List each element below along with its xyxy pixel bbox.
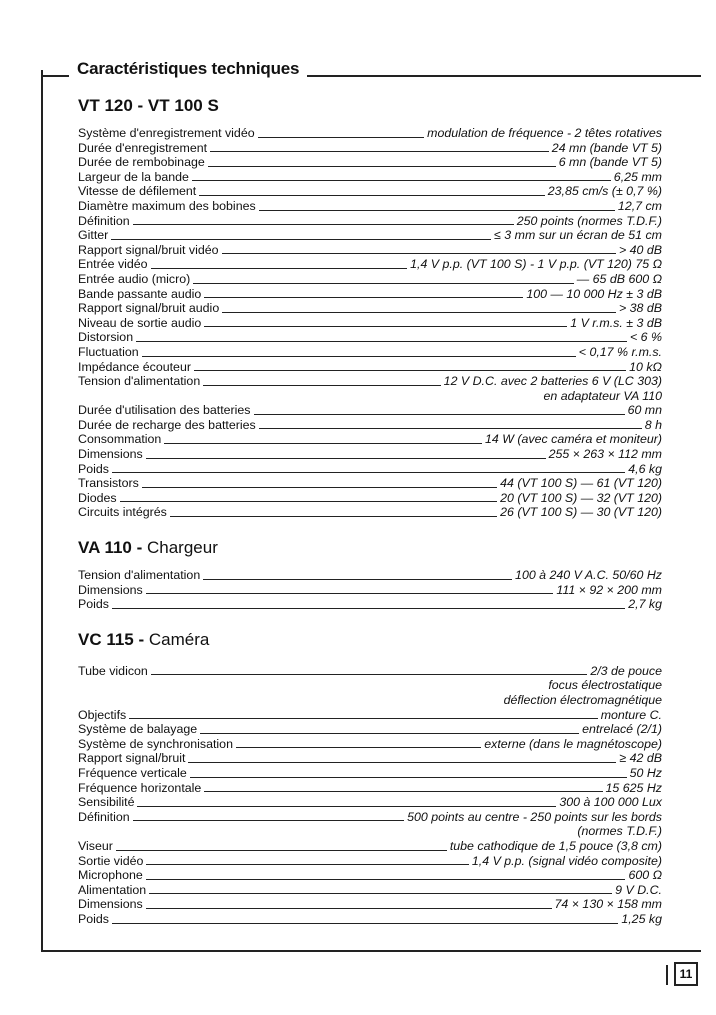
spec-label: Sensibilité xyxy=(78,795,135,810)
spec-value: > 40 dB xyxy=(618,242,662,257)
spec-value: — 65 dB 600 Ω xyxy=(576,271,662,286)
leader-line xyxy=(192,180,611,181)
leader-line xyxy=(146,458,546,459)
leader-line xyxy=(204,297,523,298)
spec-row xyxy=(78,781,662,796)
spec-value: 12 V D.C. avec 2 batteries 6 V (LC 303) xyxy=(443,374,662,389)
spec-value-continued: focus électrostatique xyxy=(548,678,662,693)
spec-value-continued: (normes T.D.F.) xyxy=(577,824,662,839)
spec-value: 50 Hz xyxy=(629,765,662,780)
spec-value: 250 points (normes T.D.F.) xyxy=(516,213,662,228)
spec-label: Largeur de la bande xyxy=(78,169,189,184)
spec-value: monture C. xyxy=(600,707,662,722)
spec-row xyxy=(78,810,662,825)
section-title-code: VC 115 - xyxy=(78,629,149,649)
leader-line xyxy=(142,356,576,357)
spec-label: Sortie vidéo xyxy=(78,853,144,868)
spec-label: Diamètre maximum des bobines xyxy=(78,198,256,213)
spec-value: 23,85 cm/s (± 0,7 %) xyxy=(547,184,662,199)
spec-value: 26 (VT 100 S) — 30 (VT 120) xyxy=(500,505,662,520)
spec-label: Poids xyxy=(78,911,109,926)
leader-line xyxy=(199,195,545,196)
spec-value: > 38 dB xyxy=(618,301,662,316)
spec-label: Fluctuation xyxy=(78,344,139,359)
leader-line xyxy=(203,579,512,580)
spec-row xyxy=(78,664,662,679)
spec-value: 1,25 kg xyxy=(621,911,662,926)
page-number: 11 xyxy=(674,962,698,986)
leader-line xyxy=(259,428,642,429)
spec-label: Entrée vidéo xyxy=(78,257,148,272)
spec-row xyxy=(78,597,662,612)
spec-value: 1 V r.m.s. ± 3 dB xyxy=(570,315,662,330)
spec-value: 255 × 263 × 112 mm xyxy=(548,447,662,462)
spec-label: Dimensions xyxy=(78,447,143,462)
spec-row xyxy=(78,330,662,345)
spec-row xyxy=(78,141,662,156)
spec-row xyxy=(78,737,662,752)
spec-row xyxy=(78,476,662,491)
spec-value: < 6 % xyxy=(629,330,662,345)
spec-value: ≥ 42 dB xyxy=(619,751,662,766)
spec-value: 60 mn xyxy=(627,403,662,418)
spec-label: Poids xyxy=(78,597,109,612)
leader-line xyxy=(120,501,498,502)
spec-label: Circuits intégrés xyxy=(78,505,167,520)
leader-line xyxy=(208,166,556,167)
leader-line xyxy=(210,151,549,152)
leader-line xyxy=(203,385,440,386)
spec-row xyxy=(78,243,662,258)
spec-value: 300 à 100 000 Lux xyxy=(559,795,662,810)
spec-label: Objectifs xyxy=(78,707,127,722)
leader-line xyxy=(170,516,497,517)
spec-row xyxy=(78,462,662,477)
spec-label: Alimentation xyxy=(78,882,147,897)
spec-value: 111 × 92 × 200 mm xyxy=(556,582,662,597)
spec-label: Poids xyxy=(78,461,109,476)
leader-line xyxy=(254,414,625,415)
spec-value: 500 points au centre - 250 points sur les bords xyxy=(407,809,662,824)
spec-row xyxy=(78,316,662,331)
spec-row xyxy=(78,854,662,869)
spec-value-continued: déflection électromagnétique xyxy=(503,693,662,707)
spec-row xyxy=(78,912,662,927)
spec-row xyxy=(78,708,662,723)
leader-line xyxy=(204,791,602,792)
spec-row xyxy=(78,583,662,598)
spec-value: 2/3 de pouce xyxy=(590,663,662,678)
spec-row xyxy=(78,491,662,506)
spec-label: Rapport signal/bruit audio xyxy=(78,301,220,316)
section-va110-chargeur xyxy=(78,534,662,612)
page-title: Caractéristiques techniques xyxy=(77,59,300,78)
spec-label: Transistors xyxy=(78,476,139,491)
section-title-code: VT 120 - VT 100 S xyxy=(78,96,219,115)
section-title-code: VA 110 - xyxy=(78,538,147,558)
leader-line xyxy=(112,608,625,609)
spec-label: Niveau de sortie audio xyxy=(78,315,202,330)
section-title xyxy=(78,626,662,654)
spec-label: Consommation xyxy=(78,432,162,447)
leader-line xyxy=(151,268,408,269)
spec-row xyxy=(78,568,662,583)
spec-value: 9 V D.C. xyxy=(615,882,662,897)
leader-line xyxy=(259,210,615,211)
spec-value-continued: en adaptateur VA 110 xyxy=(543,388,662,403)
spec-label: Définition xyxy=(78,809,130,824)
spec-label: Durée d'enregistrement xyxy=(78,140,208,155)
spec-row xyxy=(78,403,662,418)
spec-label: Système de balayage xyxy=(78,722,198,737)
spec-value: 14 W (avec caméra et moniteur) xyxy=(485,432,662,447)
spec-value: entrelacé (2/1) xyxy=(582,722,662,737)
spec-label: Gitter xyxy=(78,228,109,243)
spec-row xyxy=(78,170,662,185)
spec-row xyxy=(78,505,662,520)
spec-row xyxy=(78,795,662,810)
spec-row xyxy=(78,432,662,447)
spec-row xyxy=(78,126,662,141)
spec-row xyxy=(78,722,662,737)
spec-row xyxy=(78,228,662,243)
spec-label: Entrée audio (micro) xyxy=(78,271,191,286)
leader-line xyxy=(146,908,552,909)
leader-line xyxy=(142,487,497,488)
spec-label: Fréquence verticale xyxy=(78,765,187,780)
leader-line xyxy=(133,820,404,821)
spec-row xyxy=(78,751,662,766)
spec-label: Rapport signal/bruit xyxy=(78,751,186,766)
spec-row xyxy=(78,155,662,170)
spec-row xyxy=(78,199,662,214)
leader-line xyxy=(193,283,574,284)
leader-line xyxy=(151,674,588,675)
spec-label: Viseur xyxy=(78,838,113,853)
leader-line xyxy=(129,718,598,719)
leader-line xyxy=(112,923,618,924)
spec-label: Durée d'utilisation des batteries xyxy=(78,403,251,418)
spec-value: < 0,17 % r.m.s. xyxy=(578,344,662,359)
spec-label: Système d'enregistrement vidéo xyxy=(78,126,255,140)
leader-line xyxy=(116,850,447,851)
spec-value: 44 (VT 100 S) — 61 (VT 120) xyxy=(500,476,662,491)
leader-line xyxy=(204,326,567,327)
leader-line xyxy=(133,224,514,225)
spec-row xyxy=(78,214,662,229)
spec-label: Tube vidicon xyxy=(78,663,148,678)
leader-line xyxy=(136,341,627,342)
spec-label: Impédance écouteur xyxy=(78,359,191,374)
spec-label: Bande passante audio xyxy=(78,286,202,301)
spec-label: Distorsion xyxy=(78,330,134,345)
section-title-name: Chargeur xyxy=(146,538,218,558)
leader-line xyxy=(190,777,627,778)
spec-label: Durée de recharge des batteries xyxy=(78,417,256,432)
spec-value: 24 mn (bande VT 5) xyxy=(551,140,662,155)
spec-row xyxy=(78,345,662,360)
leader-line xyxy=(222,253,616,254)
spec-value: 8 h xyxy=(644,417,662,432)
spec-label: Microphone xyxy=(78,868,143,883)
spec-row xyxy=(78,883,662,898)
spec-row xyxy=(78,287,662,302)
spec-row xyxy=(78,257,662,272)
spec-value: 100 à 240 V A.C. 50/60 Hz xyxy=(515,568,662,583)
spec-value: 2,7 kg xyxy=(628,597,662,612)
spec-row xyxy=(78,184,662,199)
spec-row xyxy=(78,447,662,462)
leader-line xyxy=(194,370,626,371)
spec-value: 15 625 Hz xyxy=(605,780,662,795)
spec-value: 20 (VT 100 S) — 32 (VT 120) xyxy=(500,490,662,505)
leader-line xyxy=(137,806,556,807)
spec-label: Vitesse de défilement xyxy=(78,184,197,199)
spec-label: Tension d'alimentation xyxy=(78,374,201,389)
section-title-name: Caméra xyxy=(148,629,210,649)
spec-row xyxy=(78,897,662,912)
section-vt120-vt100s xyxy=(78,92,662,520)
spec-row xyxy=(78,868,662,883)
section-vc115-camera xyxy=(78,626,662,927)
spec-content xyxy=(78,88,662,927)
spec-value: tube cathodique de 1,5 pouce (3,8 cm) xyxy=(449,838,662,853)
section-title xyxy=(78,92,662,120)
leader-line xyxy=(200,733,579,734)
spec-value: 100 — 10 000 Hz ± 3 dB xyxy=(526,286,662,301)
spec-value: 6 mn (bande VT 5) xyxy=(558,155,662,170)
spec-value: 74 × 130 × 158 mm xyxy=(554,897,662,912)
spec-label: Définition xyxy=(78,213,130,228)
spec-value: 6,25 mm xyxy=(613,169,662,184)
spec-value: 1,4 V p.p. (signal vidéo composite) xyxy=(471,853,662,868)
leader-line xyxy=(112,472,625,473)
page-number-tick xyxy=(666,965,668,985)
leader-line xyxy=(164,443,482,444)
spec-value: 12,7 cm xyxy=(617,198,662,213)
leader-line xyxy=(111,239,491,240)
leader-line xyxy=(146,864,468,865)
spec-label: Tension d'alimentation xyxy=(78,568,201,583)
spec-value: 10 kΩ xyxy=(629,359,662,374)
spec-label: Système de synchronisation xyxy=(78,736,233,751)
leader-line xyxy=(258,137,425,138)
spec-value: ≤ 3 mm sur un écran de 51 cm xyxy=(494,228,662,243)
spec-value: modulation de fréquence - 2 têtes rotatives xyxy=(427,126,662,140)
spec-value: 600 Ω xyxy=(628,868,662,883)
leader-line xyxy=(146,879,626,880)
leader-line xyxy=(188,762,616,763)
spec-label: Dimensions xyxy=(78,582,143,597)
spec-label: Rapport signal/bruit vidéo xyxy=(78,242,219,257)
section-title xyxy=(78,534,662,562)
spec-label: Dimensions xyxy=(78,897,143,912)
spec-label: Diodes xyxy=(78,490,117,505)
spec-row xyxy=(78,374,662,389)
spec-value: 1,4 V p.p. (VT 100 S) - 1 V p.p. (VT 120) 75 Ω xyxy=(410,257,662,272)
spec-row xyxy=(78,360,662,375)
spec-label: Fréquence horizontale xyxy=(78,780,202,795)
spec-row xyxy=(78,839,662,854)
spec-row xyxy=(78,272,662,287)
spec-row xyxy=(78,766,662,781)
spec-row xyxy=(78,301,662,316)
spec-row xyxy=(78,418,662,433)
leader-line xyxy=(222,312,616,313)
leader-line xyxy=(236,747,481,748)
spec-value: externe (dans le magnétoscope) xyxy=(484,736,662,751)
spec-value: 4,6 kg xyxy=(628,461,662,476)
leader-line xyxy=(149,893,612,894)
leader-line xyxy=(146,593,554,594)
spec-label: Durée de rembobinage xyxy=(78,155,205,170)
